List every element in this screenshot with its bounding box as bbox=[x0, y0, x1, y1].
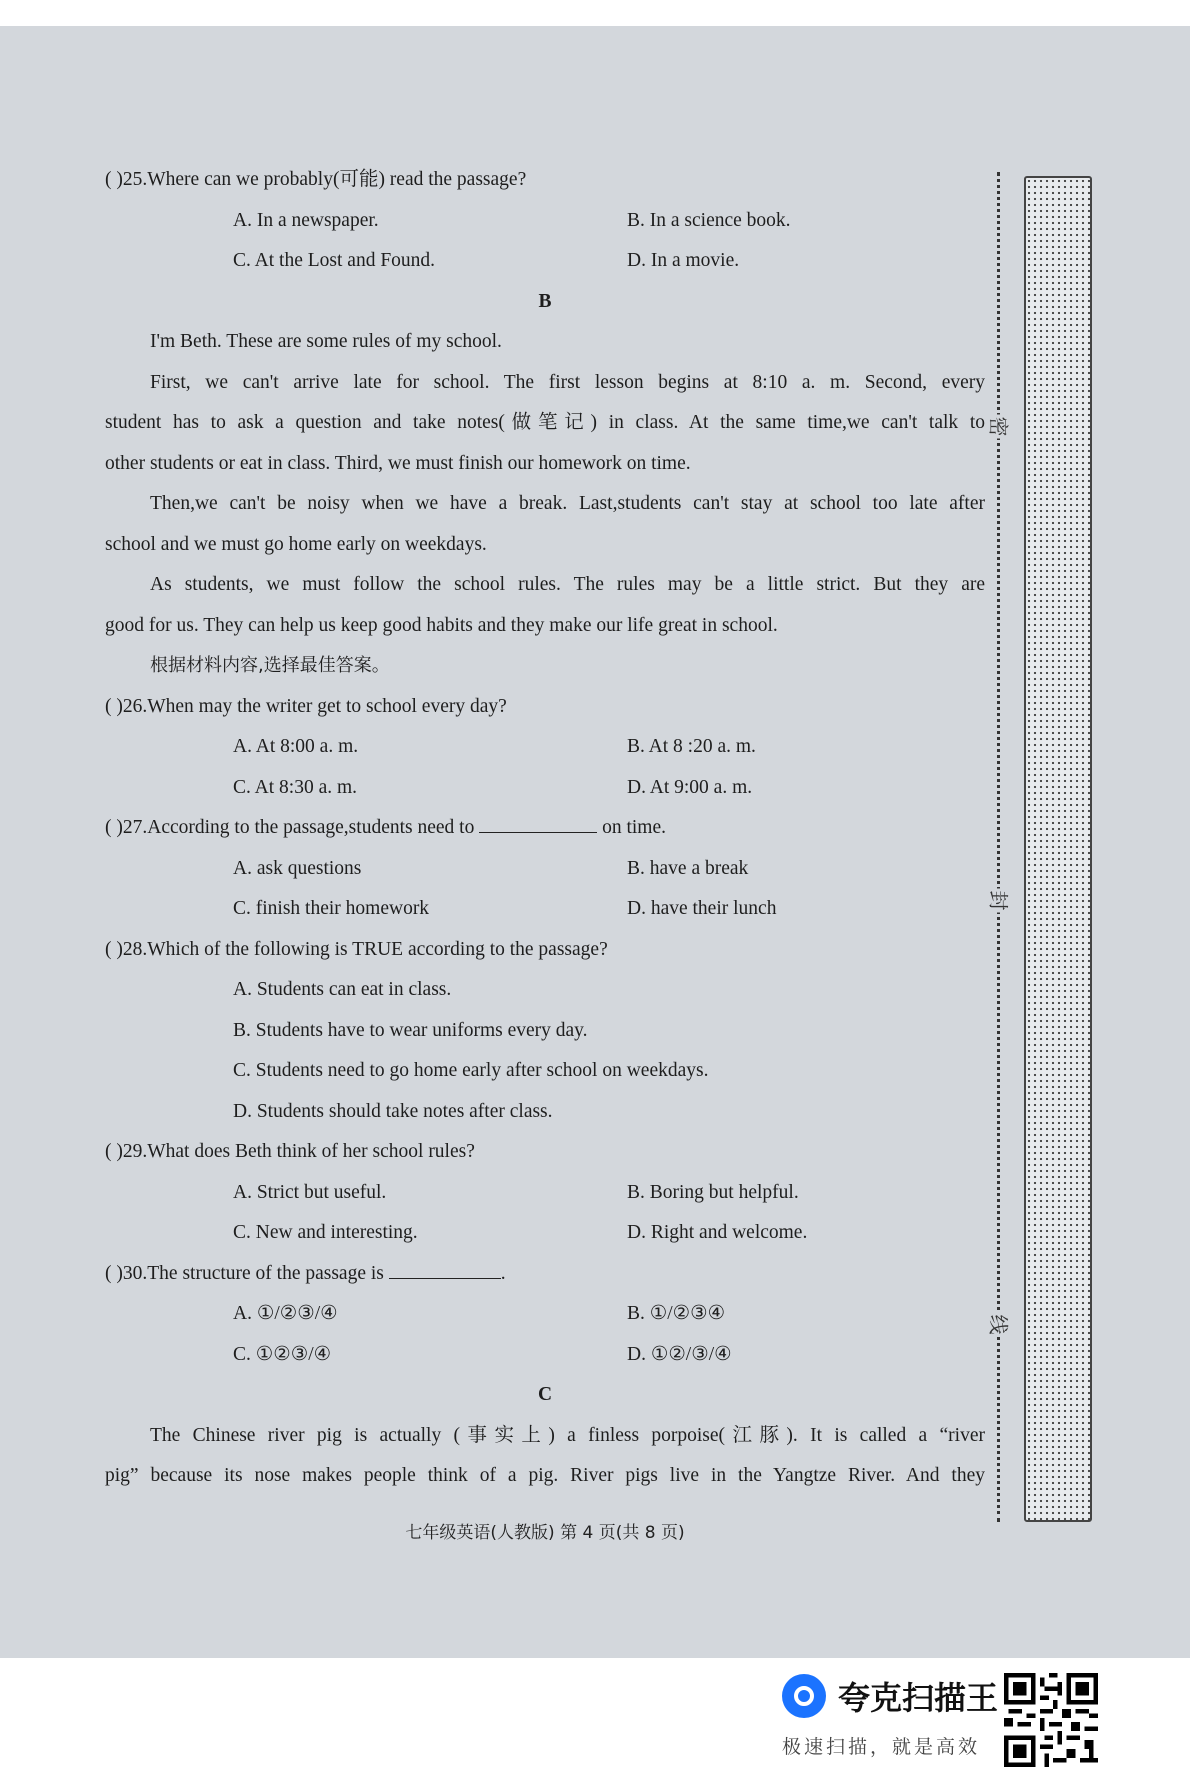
question-text: When may the writer get to school every day? bbox=[147, 695, 507, 717]
question-number: ( )25. bbox=[105, 169, 148, 190]
answer-blank bbox=[389, 1262, 501, 1279]
option-c: C. At the Lost and Found. bbox=[233, 250, 436, 271]
section-b-heading: B bbox=[538, 290, 552, 312]
passage-line: First, we can't arrive late for school. The first lesson begins at 8:10 a. m. Second, every bbox=[150, 371, 985, 393]
question-28 bbox=[105, 930, 985, 971]
page-footer: 七年级英语(人教版) 第 4 页(共 8 页) bbox=[405, 1523, 685, 1543]
question-29 bbox=[105, 1132, 985, 1173]
options-row bbox=[105, 1173, 985, 1214]
option-d: D. Students should take notes after class. bbox=[233, 1100, 553, 1122]
exam-text bbox=[105, 160, 985, 1497]
options-row bbox=[105, 241, 985, 282]
option-a: A. ask questions bbox=[233, 857, 362, 879]
passage-line: As students, we must follow the school rules. The rules may be a little strict. But they are bbox=[150, 574, 985, 595]
option-b: B. In a science book. bbox=[627, 209, 791, 231]
brand-slogan: 极速扫描，就是高效 bbox=[782, 1736, 981, 1758]
binding-strip bbox=[1024, 176, 1092, 1522]
passage-line: pig” because its nose makes people think of a pig. River pigs live in the Yangtze River. And they bbox=[105, 1465, 985, 1486]
question-text: According to the passage,students need to bbox=[147, 817, 475, 838]
question-number: ( )26. bbox=[105, 695, 148, 717]
question-27 bbox=[105, 808, 985, 849]
question-text-end: on time. bbox=[602, 817, 667, 838]
options-row bbox=[105, 970, 985, 1011]
binding-mark-xian: 线 bbox=[986, 1313, 1015, 1337]
passage-line: student has to ask a question and take notes(做笔记) in class. At the same time,we can't talk to bbox=[105, 412, 985, 433]
options-row bbox=[105, 727, 985, 768]
option-c: C. finish their homework bbox=[233, 898, 430, 919]
option-c: C. At 8:30 a. m. bbox=[233, 776, 358, 798]
brand-name: 夸克扫描王 bbox=[838, 1679, 999, 1717]
question-text: What does Beth think of her school rules? bbox=[147, 1141, 475, 1162]
option-c: C. ①②③/④ bbox=[233, 1343, 332, 1365]
question-text-end: . bbox=[500, 1262, 506, 1284]
passage-line: school and we must go home early on weekdays. bbox=[105, 533, 487, 555]
passage-line: The Chinese river pig is actually (事实上) a finless porpoise(江豚). It is called a “river bbox=[150, 1424, 985, 1446]
question-number: ( )27. bbox=[105, 817, 148, 838]
question-26 bbox=[105, 687, 985, 728]
option-d: D. In a movie. bbox=[627, 250, 740, 271]
question-text: The structure of the passage is bbox=[147, 1262, 384, 1284]
options-row bbox=[105, 1011, 985, 1052]
option-c: C. New and interesting. bbox=[233, 1222, 418, 1243]
option-a: A. At 8:00 a. m. bbox=[233, 736, 359, 757]
question-number: ( )30. bbox=[105, 1262, 148, 1284]
question-text: Where can we probably(可能) read the passage? bbox=[147, 169, 527, 190]
option-a: A. Students can eat in class. bbox=[233, 979, 452, 1000]
question-30 bbox=[105, 1254, 985, 1295]
passage-line: Then,we can't be noisy when we have a break. Last,students can't stay at school too late after bbox=[150, 493, 985, 514]
option-d: D. ①②/③/④ bbox=[627, 1343, 732, 1365]
option-a: A. ①/②③/④ bbox=[233, 1303, 338, 1324]
scanner-brand bbox=[782, 1672, 998, 1720]
question-25 bbox=[105, 160, 985, 201]
option-d: D. At 9:00 a. m. bbox=[627, 776, 753, 798]
options-row bbox=[105, 1092, 985, 1133]
options-row bbox=[105, 1051, 985, 1092]
option-a: A. In a newspaper. bbox=[233, 209, 379, 231]
question-number: ( )28. bbox=[105, 938, 148, 960]
quark-logo-icon bbox=[782, 1674, 826, 1718]
options-row bbox=[105, 1294, 985, 1335]
instruction: 根据材料内容,选择最佳答案。 bbox=[150, 655, 390, 676]
option-d: D. Right and welcome. bbox=[627, 1222, 808, 1243]
option-b: B. Students have to wear uniforms every day. bbox=[233, 1019, 588, 1041]
question-number: ( )29. bbox=[105, 1141, 148, 1162]
passage-line: good for us. They can help us keep good habits and they make our life great in school. bbox=[105, 614, 778, 636]
option-b: B. At 8 :20 a. m. bbox=[627, 736, 756, 757]
answer-blank bbox=[479, 816, 597, 833]
options-row bbox=[105, 1335, 985, 1376]
binding-mark-mi: 密 bbox=[986, 415, 1015, 439]
option-a: A. Strict but useful. bbox=[233, 1181, 387, 1203]
section-c-heading: C bbox=[537, 1384, 553, 1405]
option-d: D. have their lunch bbox=[627, 898, 777, 919]
options-row bbox=[105, 849, 985, 890]
options-row bbox=[105, 201, 985, 242]
option-b: B. have a break bbox=[627, 857, 749, 879]
section-b-intro: I'm Beth. These are some rules of my school. bbox=[150, 331, 502, 352]
options-row bbox=[105, 1213, 985, 1254]
option-b: B. Boring but helpful. bbox=[627, 1181, 799, 1203]
passage-line: other students or eat in class. Third, we must finish our homework on time. bbox=[105, 452, 691, 474]
question-text: Which of the following is TRUE according to the passage? bbox=[147, 938, 608, 960]
option-b: B. ①/②③④ bbox=[627, 1303, 726, 1324]
question-25-stem bbox=[105, 160, 526, 201]
binding-mark-feng: 封 bbox=[986, 889, 1015, 913]
options-row bbox=[105, 768, 985, 809]
options-row bbox=[105, 889, 985, 930]
qr-code-icon bbox=[1004, 1673, 1098, 1767]
option-c: C. Students need to go home early after school on weekdays. bbox=[233, 1060, 709, 1081]
